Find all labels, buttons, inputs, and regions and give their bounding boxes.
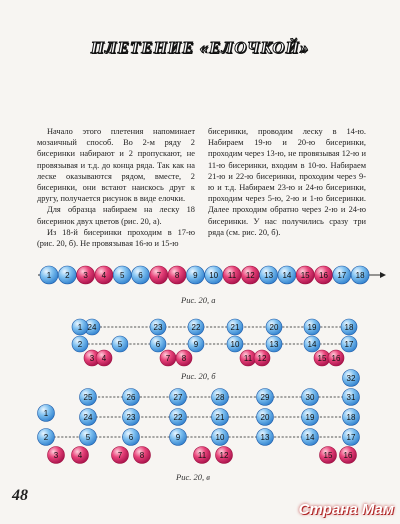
bead-number: 3 xyxy=(83,271,88,280)
bead xyxy=(314,350,330,366)
bead xyxy=(150,266,168,284)
bead-number: 16 xyxy=(331,354,341,363)
bead xyxy=(278,266,296,284)
bead-number: 11 xyxy=(197,451,207,460)
bead-number: 6 xyxy=(138,271,143,280)
bead xyxy=(212,429,229,446)
bead-number: 13 xyxy=(260,433,270,442)
bead-number: 27 xyxy=(173,393,183,402)
bead-number: 17 xyxy=(337,271,347,280)
bead xyxy=(351,266,369,284)
bead-number: 6 xyxy=(128,433,134,442)
bead xyxy=(341,319,357,335)
bead-number: 12 xyxy=(219,451,229,460)
bead-number: 24 xyxy=(83,413,93,422)
bead xyxy=(132,266,150,284)
bead-number: 22 xyxy=(173,413,183,422)
bead-number: 20 xyxy=(260,413,270,422)
bead xyxy=(302,409,319,426)
bead xyxy=(72,447,89,464)
bead xyxy=(194,447,211,464)
bead-number: 7 xyxy=(165,354,171,363)
bead-number: 2 xyxy=(77,340,83,349)
bead-number: 28 xyxy=(215,393,225,402)
bead-number: 19 xyxy=(307,323,317,332)
bead-number: 21 xyxy=(230,323,240,332)
bead xyxy=(205,266,223,284)
bead-number: 26 xyxy=(126,393,136,402)
bead-number: 14 xyxy=(307,340,317,349)
bead-number: 5 xyxy=(117,340,123,349)
bead xyxy=(112,447,129,464)
bead xyxy=(58,266,76,284)
bead-number: 15 xyxy=(323,451,333,460)
bead xyxy=(333,266,351,284)
bead xyxy=(260,266,278,284)
bead-number: 13 xyxy=(264,271,274,280)
bead xyxy=(80,389,97,406)
bead-number: 1 xyxy=(77,323,83,332)
bead xyxy=(212,409,229,426)
caption-fig-b: Рис. 20, б xyxy=(181,371,216,381)
bead xyxy=(150,319,166,335)
bead xyxy=(328,350,344,366)
bead-number: 4 xyxy=(77,451,83,460)
bead xyxy=(80,429,97,446)
bead-number: 16 xyxy=(343,451,353,460)
bead-number: 3 xyxy=(89,354,95,363)
bead-number: 5 xyxy=(119,271,125,280)
bead-number: 31 xyxy=(346,393,356,402)
bead-number: 11 xyxy=(243,354,253,363)
bead xyxy=(123,389,140,406)
bead xyxy=(212,389,229,406)
paragraph: бисеринки, проводим леску в 14-ю. Набираем 19-ю и 20-ю бисеринки, проходим через 13-ю, не провязывая 12-ю и 11-ю бисеринки, входим в 10-ю. Набираем 21-ю и 22-ю бисеринки, проходим через 9-ю и т.д. Набираем 23-ю и 24-ю бисеринки, проходим через 5-ю, 2-ю и 1-ю бисеринки. Далее проходим обратно через 2-ю и 24-ю бисеринки. У нас получились сразу три ряда (см. рис. 20, б). xyxy=(208,127,366,237)
bead xyxy=(257,429,274,446)
bead xyxy=(304,336,320,352)
bead-number: 13 xyxy=(269,340,279,349)
bead xyxy=(96,350,112,366)
bead xyxy=(343,429,360,446)
bead-number: 29 xyxy=(260,393,270,402)
bead xyxy=(80,409,97,426)
bead-number: 15 xyxy=(300,271,310,280)
bead xyxy=(72,336,88,352)
bead-number: 15 xyxy=(317,354,327,363)
bead-number: 23 xyxy=(126,413,136,422)
bead xyxy=(38,405,55,422)
bead xyxy=(304,319,320,335)
bead xyxy=(240,350,256,366)
bead xyxy=(257,409,274,426)
bead xyxy=(315,266,333,284)
bead-number: 11 xyxy=(227,271,237,280)
bead-number: 1 xyxy=(46,271,52,280)
bead xyxy=(95,266,113,284)
bead-number: 22 xyxy=(191,323,201,332)
bead xyxy=(123,409,140,426)
bead-number: 4 xyxy=(101,354,107,363)
bead-number: 5 xyxy=(85,433,91,442)
bead xyxy=(113,266,131,284)
bead xyxy=(254,350,270,366)
bead xyxy=(320,447,337,464)
bead-number: 18 xyxy=(355,271,365,280)
bead xyxy=(123,429,140,446)
bead-number: 21 xyxy=(215,413,225,422)
bead xyxy=(134,447,151,464)
bead-number: 14 xyxy=(282,271,292,280)
bead-number: 8 xyxy=(174,271,180,280)
bead-number: 8 xyxy=(181,354,187,363)
caption-fig-c: Рис. 20, в xyxy=(176,472,210,482)
bead-number: 4 xyxy=(101,271,107,280)
bead xyxy=(343,409,360,426)
bead xyxy=(227,336,243,352)
bead xyxy=(296,266,314,284)
bead-number: 20 xyxy=(269,323,279,332)
bead xyxy=(186,266,204,284)
paragraph: Начало этого плетения напоминает мозаичный способ. Во 2-м ряду 2 бисеринки набирают и 2 пропускают, не провязывая и т.д. до конца ряда. Так как на леске оказываются рядом, вместе, 2 бисеринки, они встают наискось друг к другу, получается рисунок в виде елочки. xyxy=(37,127,195,204)
bead xyxy=(302,389,319,406)
bead-number: 17 xyxy=(346,433,356,442)
bead-number: 8 xyxy=(139,451,145,460)
bead-number: 2 xyxy=(65,271,70,280)
bead xyxy=(150,336,166,352)
bead xyxy=(223,266,241,284)
bead xyxy=(340,447,357,464)
bead xyxy=(343,389,360,406)
bead-number: 10 xyxy=(215,433,225,442)
bead-number: 23 xyxy=(153,323,163,332)
bead xyxy=(48,447,65,464)
bead xyxy=(343,370,360,387)
bead xyxy=(40,266,58,284)
bead xyxy=(227,319,243,335)
bead-number: 12 xyxy=(245,271,255,280)
bead-number: 9 xyxy=(175,433,181,442)
bead-number: 19 xyxy=(305,413,315,422)
bead-number: 18 xyxy=(344,323,354,332)
page-title: ПЛЕТЕНИЕ «ЕЛОЧКОЙ» xyxy=(90,38,310,57)
bead-number: 30 xyxy=(305,393,315,402)
bead xyxy=(341,336,357,352)
bead-number: 25 xyxy=(83,393,93,402)
bead xyxy=(170,409,187,426)
bead-number: 16 xyxy=(319,271,328,280)
bead-number: 3 xyxy=(53,451,59,460)
bead xyxy=(188,319,204,335)
bead-number: 7 xyxy=(117,451,123,460)
bead xyxy=(176,350,192,366)
bead xyxy=(168,266,186,284)
bead xyxy=(38,429,55,446)
caption-fig-a: Рис. 20, а xyxy=(181,295,216,305)
bead-number: 18 xyxy=(346,413,356,422)
bead xyxy=(72,319,88,335)
bead xyxy=(160,350,176,366)
bead-number: 10 xyxy=(230,340,240,349)
bead-number: 14 xyxy=(305,433,315,442)
bead-number: 6 xyxy=(155,340,161,349)
paragraph: Для образца набираем на леску 18 бисеринок двух цветов (рис. 20, а). xyxy=(37,205,195,226)
bead-number: 7 xyxy=(156,271,162,280)
bead xyxy=(170,429,187,446)
bead xyxy=(216,447,233,464)
watermark: Страна Мам xyxy=(298,501,394,518)
bead-number: 10 xyxy=(209,271,219,280)
bead xyxy=(188,336,204,352)
bead xyxy=(266,336,282,352)
paragraph: Из 18-й бисеринки проходим в 17-ю (рис. 20, б). Не провязывая 16-ю и 15-ю xyxy=(37,227,195,249)
bead-number: 17 xyxy=(344,340,354,349)
bead-number: 1 xyxy=(43,409,49,418)
bead-number: 9 xyxy=(193,271,198,280)
bead xyxy=(112,336,128,352)
bead-number: 24 xyxy=(87,323,97,332)
bead xyxy=(266,319,282,335)
bead xyxy=(302,429,319,446)
bead xyxy=(77,266,95,284)
bead-number: 9 xyxy=(193,340,199,349)
bead xyxy=(257,389,274,406)
bead-number: 12 xyxy=(257,354,267,363)
bead xyxy=(241,266,259,284)
bead-number: 2 xyxy=(43,433,49,442)
bead xyxy=(170,389,187,406)
page-number: 48 xyxy=(12,487,28,504)
bead-number: 32 xyxy=(346,374,356,383)
